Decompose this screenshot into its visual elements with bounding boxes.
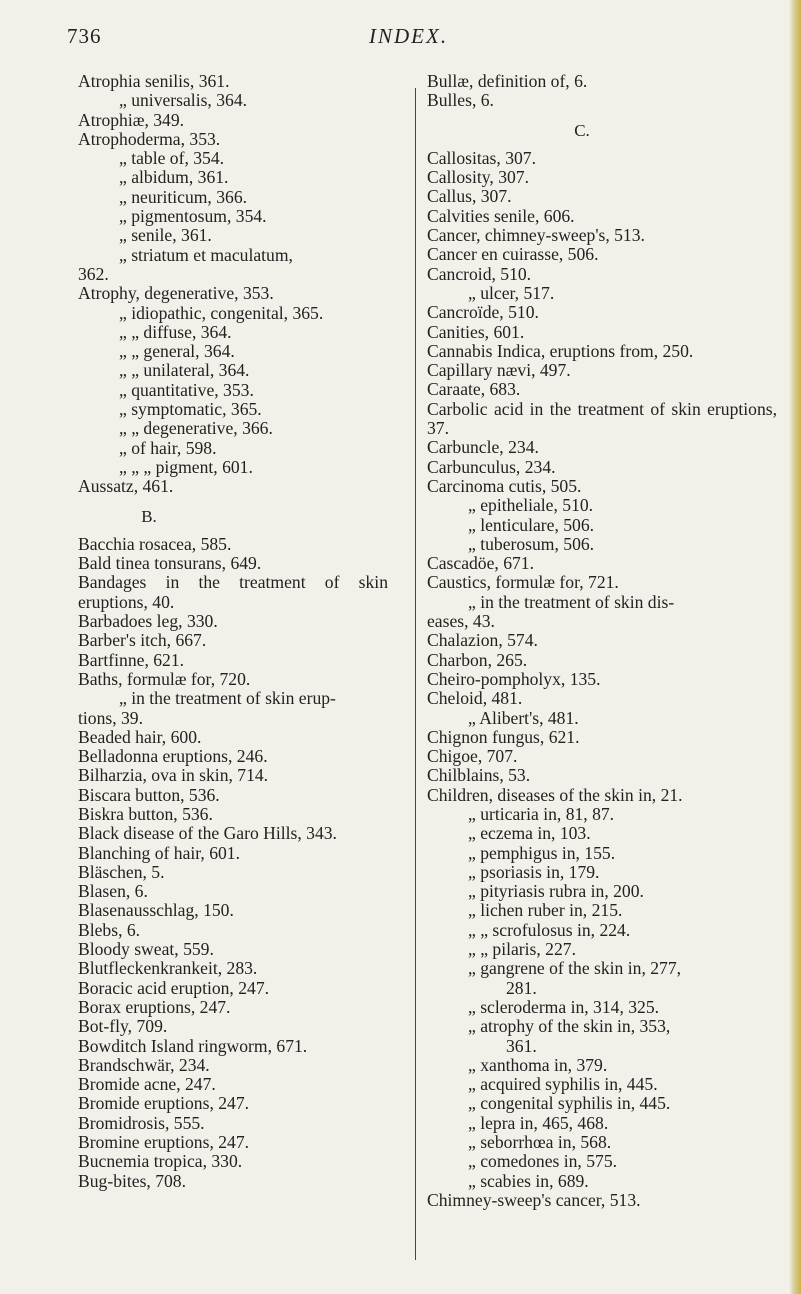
index-entry: Bullæ, definition of, 6. (427, 71, 588, 91)
index-entry: Baths, formulæ for, 720. (78, 668, 251, 689)
index-entry: Carbunculus, 234. (427, 456, 556, 477)
index-entry: Chignon fungus, 621. (427, 726, 580, 747)
index-entry: Cascadöe, 671. (427, 553, 534, 574)
index-entry: Children, diseases of the skin in, 21. (427, 784, 683, 805)
index-entry: „ epitheliale, 510. (468, 495, 594, 516)
index-entry: Blebs, 6. (78, 919, 141, 940)
index-entry: Bot-fly, 709. (78, 1016, 168, 1037)
index-entry: Bandages in the treatment of skin eruptions, 40. (78, 572, 388, 612)
index-entry: Cheiro-pompholyx, 135. (427, 668, 601, 689)
index-entry: Bulles, 6. (427, 90, 494, 111)
index-entry: eases, 43. (427, 611, 495, 632)
index-entry: Bartfinne, 621. (78, 649, 185, 670)
index-entry: „ tuberosum, 506. (468, 533, 595, 554)
index-entry: „ congenital syphilis in, 445. (468, 1093, 671, 1114)
index-entry: Cheloid, 481. (427, 688, 523, 709)
index-entry: Boracic acid eruption, 247. (78, 977, 270, 998)
index-column-left (78, 72, 388, 1191)
index-entry: Atrophoderma, 353. (78, 128, 221, 149)
index-entry: Blasenausschlag, 150. (78, 900, 234, 921)
index-entry: Black disease of the Garo Hills, 343. (78, 823, 337, 844)
index-entry: „ scabies in, 689. (468, 1170, 589, 1191)
index-entry: „ table of, 354. (119, 148, 225, 169)
index-entry: 362. (78, 263, 109, 284)
index-entry: „ universalis, 364. (119, 90, 248, 111)
index-entry: Cancroid, 510. (427, 263, 532, 284)
index-entry: „ albidum, 361. (119, 167, 229, 188)
index-entry: Callosity, 307. (427, 167, 529, 188)
section-letter-heading: B. (141, 506, 157, 526)
index-entry: Cannabis Indica, eruptions from, 250. (427, 340, 694, 361)
index-entry: Calvities senile, 606. (427, 205, 575, 226)
index-entry: „ quantitative, 353. (119, 379, 254, 400)
index-entry: „ scleroderma in, 314, 325. (468, 996, 660, 1017)
index-entry: „ „ diffuse, 364. (119, 321, 232, 342)
index-entry: „ acquired syphilis in, 445. (468, 1074, 658, 1095)
index-entry: „ xanthoma in, 379. (468, 1054, 608, 1075)
index-entry: „ lenticulare, 506. (468, 514, 595, 535)
index-entry: „ atrophy of the skin in, 353, (468, 1016, 671, 1037)
index-entry: Biskra button, 536. (78, 803, 213, 824)
index-entry: „ „ general, 364. (119, 341, 235, 362)
index-entry: „ gangrene of the skin in, 277, (468, 958, 682, 979)
index-entry: Blanching of hair, 601. (78, 842, 241, 863)
index-entry: „ Alibert's, 481. (468, 707, 579, 728)
index-entry: Caraate, 683. (427, 379, 521, 400)
index-entry: „ senile, 361. (119, 225, 212, 246)
index-entry: Bromide acne, 247. (78, 1074, 216, 1095)
index-entry: Cancer en cuirasse, 506. (427, 244, 599, 265)
index-entry: Bilharzia, ova in skin, 714. (78, 765, 269, 786)
index-entry: Bacchia rosacea, 585. (78, 533, 232, 554)
index-column-right (427, 72, 777, 1210)
index-entry: Blasen, 6. (78, 881, 148, 902)
running-title: INDEX. (369, 24, 449, 48)
index-entry: „ seborrhœa in, 568. (468, 1132, 612, 1153)
index-entry: Chigoe, 707. (427, 746, 518, 767)
index-entry: „ pityriasis rubra in, 200. (468, 881, 644, 902)
index-entry: Bläschen, 5. (78, 861, 165, 882)
index-entry: Bucnemia tropica, 330. (78, 1151, 243, 1172)
index-entry: Brandschwär, 234. (78, 1054, 210, 1075)
index-entry: Chalazion, 574. (427, 630, 538, 651)
index-entry: Bromidrosis, 555. (78, 1112, 205, 1133)
index-entry: Barber's itch, 667. (78, 630, 207, 651)
index-entry: Beaded hair, 600. (78, 726, 202, 747)
index-entry: Atrophiæ, 349. (78, 109, 185, 130)
index-entry: Aussatz, 461. (78, 476, 174, 497)
index-entry: Carbuncle, 234. (427, 437, 539, 458)
section-letter-heading: C. (574, 120, 590, 140)
index-entry: Bald tinea tonsurans, 649. (78, 553, 262, 574)
index-entry: „ pigmentosum, 354. (119, 206, 267, 227)
index-entry: Belladonna eruptions, 246. (78, 746, 268, 767)
index-entry: Cancer, chimney-sweep's, 513. (427, 225, 645, 246)
index-entry: 361. (506, 1035, 537, 1056)
index-entry: tions, 39. (78, 707, 144, 728)
index-entry: „ of hair, 598. (119, 437, 217, 458)
index-entry: Blutfleckenkrankeit, 283. (78, 958, 258, 979)
index-entry: Charbon, 265. (427, 649, 528, 670)
index-entry: „ psoriasis in, 179. (468, 861, 600, 882)
index-entry: „ in the treatment of skin erup- (119, 688, 336, 709)
index-entry: Bug-bites, 708. (78, 1170, 187, 1191)
index-entry: „ „ unilateral, 364. (119, 360, 250, 381)
index-entry: Atrophy, degenerative, 353. (78, 283, 274, 304)
index-entry: „ ulcer, 517. (468, 282, 555, 303)
index-entry: „ neuriticum, 366. (119, 186, 248, 207)
index-entry: „ urticaria in, 81, 87. (468, 803, 615, 824)
column-divider (415, 88, 416, 1260)
index-entry: „ symptomatic, 365. (119, 399, 262, 420)
index-entry: „ striatum et maculatum, (119, 244, 293, 265)
index-entry: „ comedones in, 575. (468, 1151, 618, 1172)
index-entry: „ „ scrofulosus in, 224. (468, 919, 631, 940)
index-entry: Carcinoma cutis, 505. (427, 475, 582, 496)
page-edge (789, 0, 801, 1294)
index-entry: „ lepra in, 465, 468. (468, 1112, 609, 1133)
index-entry: Cancroïde, 510. (427, 302, 539, 323)
index-entry: Canities, 601. (427, 321, 525, 342)
index-entry: „ „ degenerative, 366. (119, 418, 273, 439)
index-entry: „ lichen ruber in, 215. (468, 900, 623, 921)
index-entry: Biscara button, 536. (78, 784, 220, 805)
index-entry: Borax eruptions, 247. (78, 996, 231, 1017)
index-entry: „ „ pilaris, 227. (468, 939, 576, 960)
index-entry: „ in the treatment of skin dis- (468, 591, 675, 612)
index-entry: Bromine eruptions, 247. (78, 1132, 250, 1153)
index-entry: Barbadoes leg, 330. (78, 611, 218, 632)
index-entry: 281. (506, 977, 537, 998)
index-entry: Carbolic acid in the treatment of skin eruptions, 37. (427, 398, 777, 439)
index-entry: Bowditch Island ringworm, 671. (78, 1035, 308, 1056)
index-entry: Callus, 307. (427, 186, 512, 207)
index-entry: „ „ „ pigment, 601. (119, 456, 253, 477)
index-entry: „ pemphigus in, 155. (468, 842, 616, 863)
index-entry: Bloody sweat, 559. (78, 939, 214, 960)
index-entry: Chimney-sweep's cancer, 513. (427, 1189, 641, 1210)
index-entry: Chilblains, 53. (427, 765, 531, 786)
index-entry: „ idiopathic, congenital, 365. (119, 302, 324, 323)
index-entry: „ eczema in, 103. (468, 823, 591, 844)
index-entry: Atrophia senilis, 361. (78, 71, 230, 91)
page-number: 736 (67, 24, 102, 48)
index-entry: Callositas, 307. (427, 147, 536, 168)
index-entry: Bromide eruptions, 247. (78, 1093, 250, 1114)
index-entry: Capillary nævi, 497. (427, 360, 571, 381)
index-entry: Caustics, formulæ for, 721. (427, 572, 619, 593)
